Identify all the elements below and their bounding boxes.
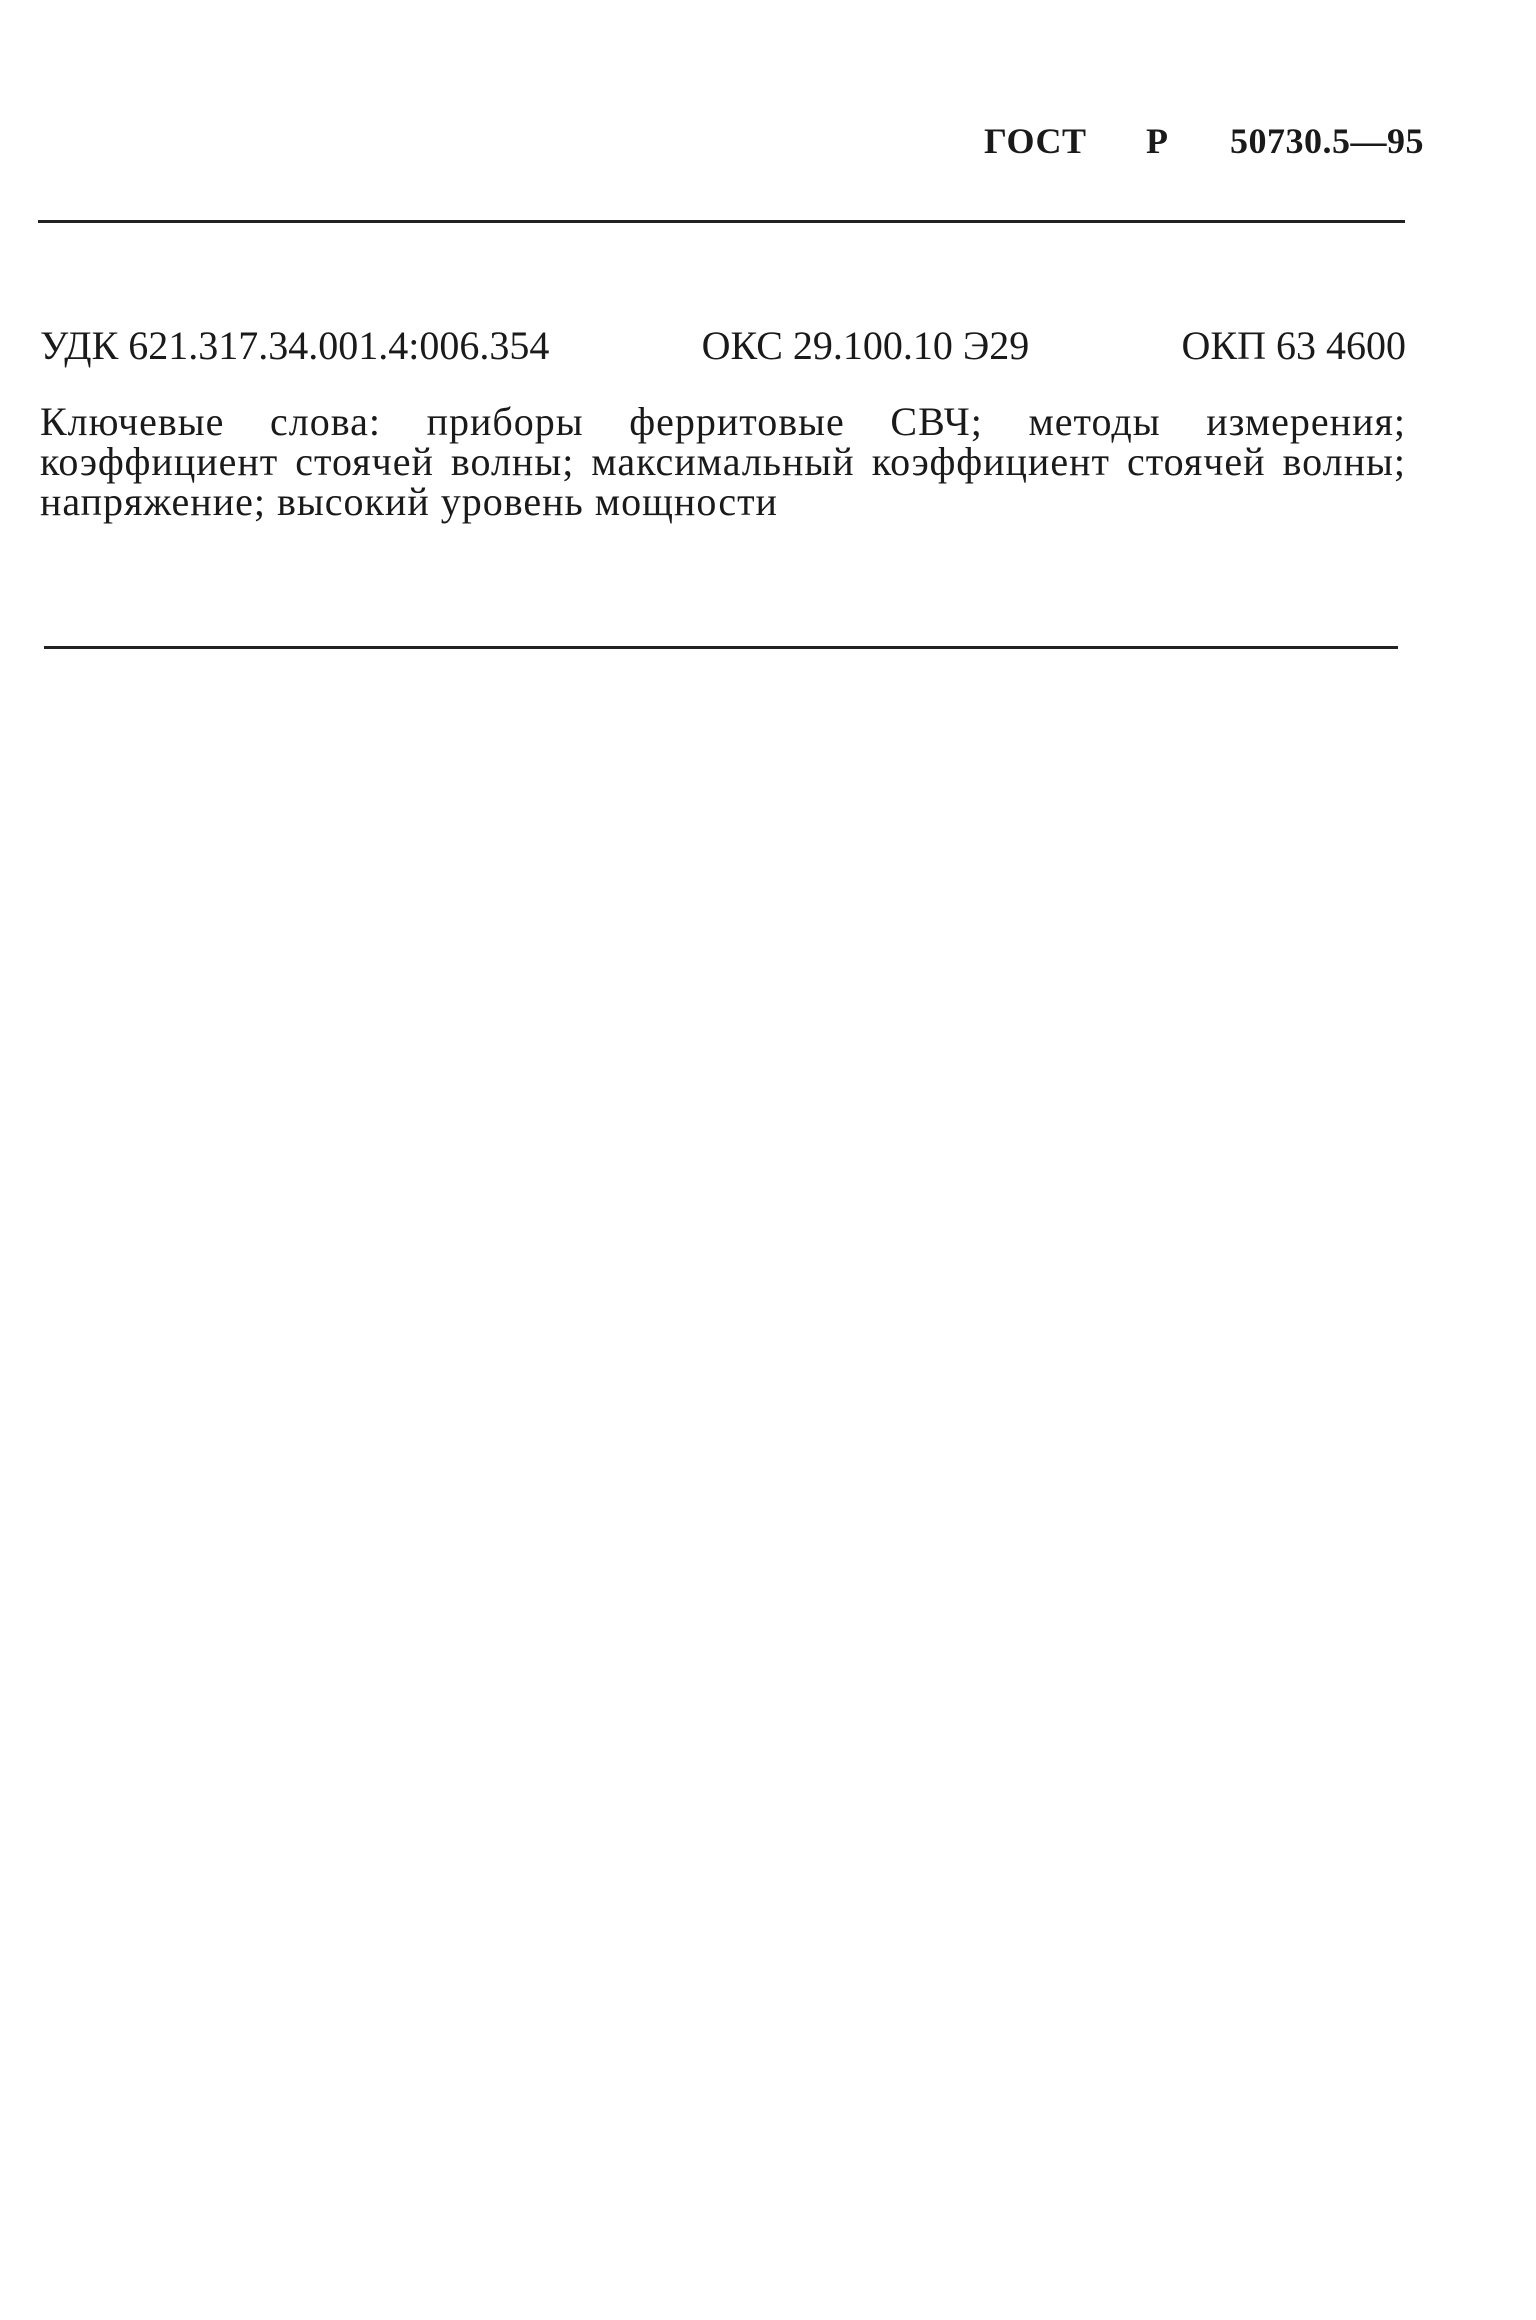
document-header bbox=[984, 120, 1424, 162]
top-divider bbox=[38, 220, 1405, 223]
standard-type: Р bbox=[1146, 121, 1169, 161]
classification-codes bbox=[40, 322, 1406, 369]
okp-code: ОКП 63 4600 bbox=[1181, 323, 1406, 368]
standard-prefix: ГОСТ bbox=[984, 121, 1087, 161]
udk-code: УДК 621.317.34.001.4:006.354 bbox=[40, 323, 550, 368]
bottom-divider bbox=[44, 646, 1398, 649]
oks-code: ОКС 29.100.10 Э29 bbox=[701, 323, 1030, 368]
keywords-paragraph: Ключевые слова: приборы ферритовые СВЧ; методы измерения; коэффициент стоячей волны; максимальный коэффициент стоячей волны; напряжение; высокий уровень мощности bbox=[40, 399, 1406, 524]
standard-number: 50730.5—95 bbox=[1230, 121, 1424, 161]
